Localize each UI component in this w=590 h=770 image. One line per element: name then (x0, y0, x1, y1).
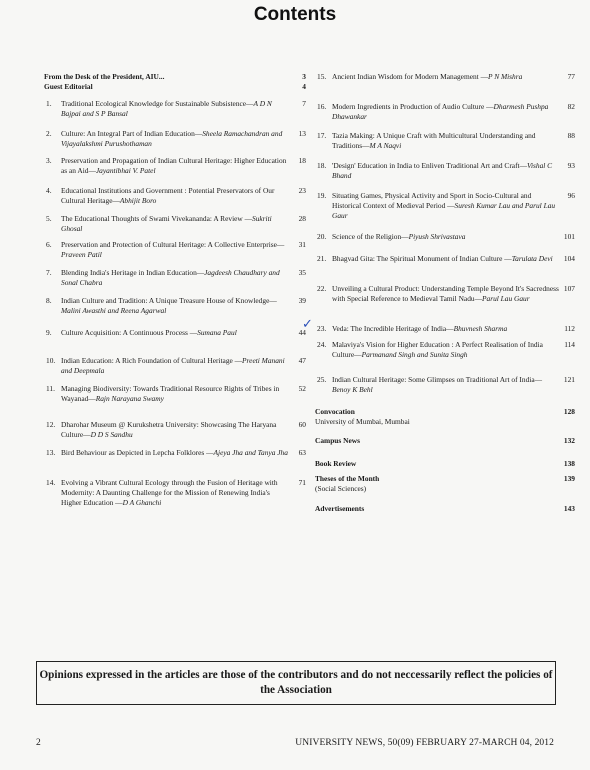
toc-entry-title: Situating Games, Physical Activity and Sport in Socio-Cultural and Historical Context of Medieval Period —Suresh Kumar Lau and Parul Lau Gaur (332, 191, 556, 220)
footer-journal-info: UNIVERSITY NEWS, 50(09) FEBRUARY 27-MARCH 04, 2012 (295, 738, 554, 748)
toc-entry-title: Dharohar Museum @ Kurukshetra University: Showcasing The Haryana Culture—D D S Sandhu (61, 420, 277, 439)
toc-entry-author: Preeti Manani and Deepmala (61, 356, 285, 375)
disclaimer-text: Opinions expressed in the articles are those of the contributors and do not neccessarily reflect the policies of the Association (39, 669, 553, 696)
toc-entry-author: Ajeya Jha and Tanya Jha (213, 448, 288, 457)
toc-entry-page: 93 (567, 161, 575, 170)
toc-entry-author: P N Mishra (487, 72, 523, 81)
toc-entry-title: Bhagvad Gita: The Spiritual Monument of Indian Culture —Tarulata Devi (332, 254, 553, 263)
toc-entry-number: 1. (46, 99, 52, 108)
toc-entry-page: 132 (563, 436, 575, 445)
toc-entry-author: Parmanand Singh and Sunita Singh (361, 349, 468, 359)
toc-entry-number: 12. (46, 420, 56, 429)
toc-entry-title: Traditional Ecological Knowledge for Sustainable Subsistence—A D N Bajpai and S P Bansal (61, 99, 272, 118)
toc-entry-author: Sheela Ramachandran and Vijayalakshmi Purushothaman (61, 129, 283, 148)
toc-entry-page: 138 (563, 459, 575, 468)
toc-entry-subtitle: (Social Sciences) (315, 483, 367, 493)
toc-entry-number: 24. (317, 340, 327, 349)
toc-entry-title: Preservation and Protection of Cultural Heritage: A Collective Enterprise—Praveen Patil (61, 240, 285, 259)
toc-entry-title: Advertisements (315, 504, 365, 513)
toc-entry-page: 88 (567, 131, 575, 140)
toc-entry-author: Benoy K Behl (332, 384, 373, 394)
toc-entry-number: 9. (46, 328, 52, 337)
toc-entry-page: 39 (298, 296, 306, 305)
toc-entry-title: Modern Ingredients in Production of Audio Culture —Dharmesh Pushpa Dhawankar (332, 102, 549, 121)
toc-entry-page: 128 (563, 407, 575, 416)
toc-entry-author: D A Ghanchi (122, 497, 162, 507)
toc-entry-number: 8. (46, 296, 52, 305)
toc-entry-number: 17. (317, 131, 327, 140)
toc-entry-page: 47 (298, 356, 306, 365)
toc-entry-title: Culture Acquisition: A Continuous Process —Sumana Paul (61, 328, 237, 337)
toc-entry-title: Book Review (315, 459, 357, 468)
toc-entry-author: Piyush Shrivastava (408, 232, 466, 241)
disclaimer-box (36, 661, 556, 705)
toc-entry-page: 143 (563, 504, 575, 513)
toc-entry-title: Theses of the Month (Social Sciences) (315, 474, 559, 494)
toc-entry-title: Science of the Religion—Piyush Shrivastava (332, 232, 466, 241)
toc-entry-author: Sukriti Ghosal (61, 214, 272, 233)
toc-entry-number: 3. (46, 156, 52, 165)
toc-entry-title: Indian Cultural Heritage: Some Glimpses on Traditional Art of India—Benoy K Behl (332, 375, 542, 394)
toc-entry-page: 18 (298, 156, 306, 165)
toc-entry-number: 22. (317, 284, 327, 293)
toc-entry-title: Preservation and Propagation of Indian Cultural Heritage: Higher Education as an Aid—Jayantibhai V. Patel (61, 156, 287, 175)
toc-entry-page: 96 (567, 191, 575, 200)
toc-entry-title: 'Design' Education in India to Enliven Traditional Art and Craft—Vishal C Bhand (332, 161, 553, 180)
toc-entry-number: 18. (317, 161, 327, 170)
toc-entry-title: Culture: An Integral Part of Indian Education—Sheela Ramachandran and Vijayalakshmi Purushothaman (61, 129, 283, 148)
toc-entry-author: Jagdeesh Chaudhary and Sonal Chabra (61, 268, 280, 287)
toc-entry-author: Vishal C Bhand (332, 161, 553, 180)
toc-entry-subtitle: University of Mumbai, Mumbai (315, 416, 410, 426)
toc-entry-title: Campus News (315, 436, 360, 445)
toc-entry-number: 2. (46, 129, 52, 138)
toc-entry-number: 25. (317, 375, 327, 384)
toc-entry-author: Suresh Kumar Lau and Parul Lau Gaur (332, 200, 556, 220)
toc-entry-page: 52 (298, 384, 306, 393)
toc-entry-author: Dharmesh Pushpa Dhawankar (332, 102, 549, 121)
toc-entry-page: 35 (298, 268, 306, 277)
toc-entry-title: Managing Biodiversity: Towards Traditional Resource Rights of Tribes in Wayanad—Rajn Narayana Swamy (61, 384, 280, 403)
toc-entry-page: 104 (563, 254, 575, 263)
toc-entry-author: Parul Lau Gaur (481, 293, 530, 303)
toc-entry-page: 31 (298, 240, 306, 249)
toc-entry-page: 114 (564, 340, 575, 349)
toc-entry-author: Bhuvnesh Sharma (453, 324, 508, 333)
toc-entry-title: Evolving a Vibrant Cultural Ecology through the Fusion of Heritage with Modernity: A Daunting Challenge for the Mission of Renewing India's Higher Education —D A Ghanchi (61, 478, 278, 507)
toc-entry-page: 71 (298, 478, 306, 487)
toc-entry-number: 19. (317, 191, 327, 200)
toc-entry-author: Praveen Patil (61, 249, 102, 259)
toc-entry-title: Guest Editorial (44, 82, 93, 91)
toc-entry-author: Tarulata Devi (511, 254, 553, 263)
toc-entry-page: 63 (298, 448, 306, 457)
toc-entry-page: 13 (298, 129, 306, 138)
toc-entry-number: 4. (46, 186, 52, 195)
toc-entry-author: Rajn Narayana Swamy (95, 393, 164, 403)
toc-entry-number: 6. (46, 240, 52, 249)
toc-entry-title: Educational Institutions and Government : Potential Preservators of Our Cultural Heritage—Abhijit Boro (61, 186, 275, 205)
toc-entry-title: From the Desk of the President, AIU... (44, 72, 165, 81)
toc-entry-page: 121 (563, 375, 575, 384)
toc-entry-number: 21. (317, 254, 327, 263)
toc-entry-page: 77 (567, 72, 575, 81)
toc-entry-page: 28 (298, 214, 306, 223)
toc-entry-author: D D S Sandhu (90, 429, 133, 439)
toc-entry-title: Bird Behaviour as Depicted in Lepcha Folklores —Ajeya Jha and Tanya Jha (61, 448, 288, 457)
toc-entry-number: 13. (46, 448, 56, 457)
toc-entry-number: 20. (317, 232, 327, 241)
toc-entry-title: Indian Culture and Tradition: A Unique Treasure House of Knowledge—Malini Awasthi and Reena Agarwal (61, 296, 277, 315)
toc-entry-author: Sumana Paul (197, 328, 237, 337)
toc-entry-number: 7. (46, 268, 52, 277)
toc-entry-author: M A Naqvi (369, 140, 402, 150)
toc-entry-title: Tazia Making: A Unique Craft with Multicultural Understanding and Traditions—M A Naqvi (332, 131, 536, 150)
toc-entry-page: 60 (298, 420, 306, 429)
toc-entry-number: 15. (317, 72, 327, 81)
toc-entry-title: Convocation University of Mumbai, Mumbai (315, 407, 559, 427)
toc-entry-page: 82 (567, 102, 575, 111)
toc-entry-author: Abhijit Boro (119, 195, 157, 205)
toc-entry-page: 44 (298, 328, 306, 337)
toc-entry-number: 23. (317, 324, 327, 333)
toc-entry-page: 3 (302, 72, 306, 81)
toc-entry-page: 4 (302, 82, 306, 91)
toc-entry-title: Unveiling a Cultural Product: Understanding Temple Beyond It's Sacredness with Special Reference to Medieval Tamil Nadu—Parul Lau Gaur (332, 284, 559, 303)
toc-entry-page: 139 (563, 474, 575, 483)
toc-entry-number: 11. (46, 384, 55, 393)
toc-entry-page: 112 (564, 324, 575, 333)
page-title: Contents (253, 4, 337, 25)
toc-entry-page: 107 (563, 284, 575, 293)
toc-entry-title: Veda: The Incredible Heritage of India—Bhuvnesh Sharma (332, 324, 508, 333)
toc-entry-title: The Educational Thoughts of Swami Vivekananda: A Review —Sukriti Ghosal (61, 214, 272, 233)
toc-entry-page: 101 (563, 232, 575, 241)
toc-entry-author: Jayantibhai V. Patel (95, 165, 156, 175)
footer-page-number: 2 (36, 738, 41, 748)
toc-entry-page: 23 (298, 186, 306, 195)
toc-entry-title: Ancient Indian Wisdom for Modern Management —P N Mishra (332, 72, 523, 81)
checkmark-icon: ✓ (302, 317, 313, 332)
toc-entry-author: Malini Awasthi and Reena Agarwal (61, 305, 167, 315)
toc-entry-number: 10. (46, 356, 56, 365)
toc-entry-number: 16. (317, 102, 327, 111)
toc-entry-title: Blending India's Heritage in Indian Education—Jagdeesh Chaudhary and Sonal Chabra (61, 268, 280, 287)
toc-entry-page: 7 (302, 99, 306, 108)
toc-entry-number: 14. (46, 478, 56, 487)
toc-entry-title: Malaviya's Vision for Higher Education : A Perfect Realisation of India Culture—Parmanand Singh and Sunita Singh (332, 340, 543, 359)
toc-entry-author: A D N Bajpai and S P Bansal (61, 99, 272, 118)
toc-entry-number: 5. (46, 214, 52, 223)
toc-entry-title: Indian Education: A Rich Foundation of Cultural Heritage —Preeti Manani and Deepmala (61, 356, 285, 375)
